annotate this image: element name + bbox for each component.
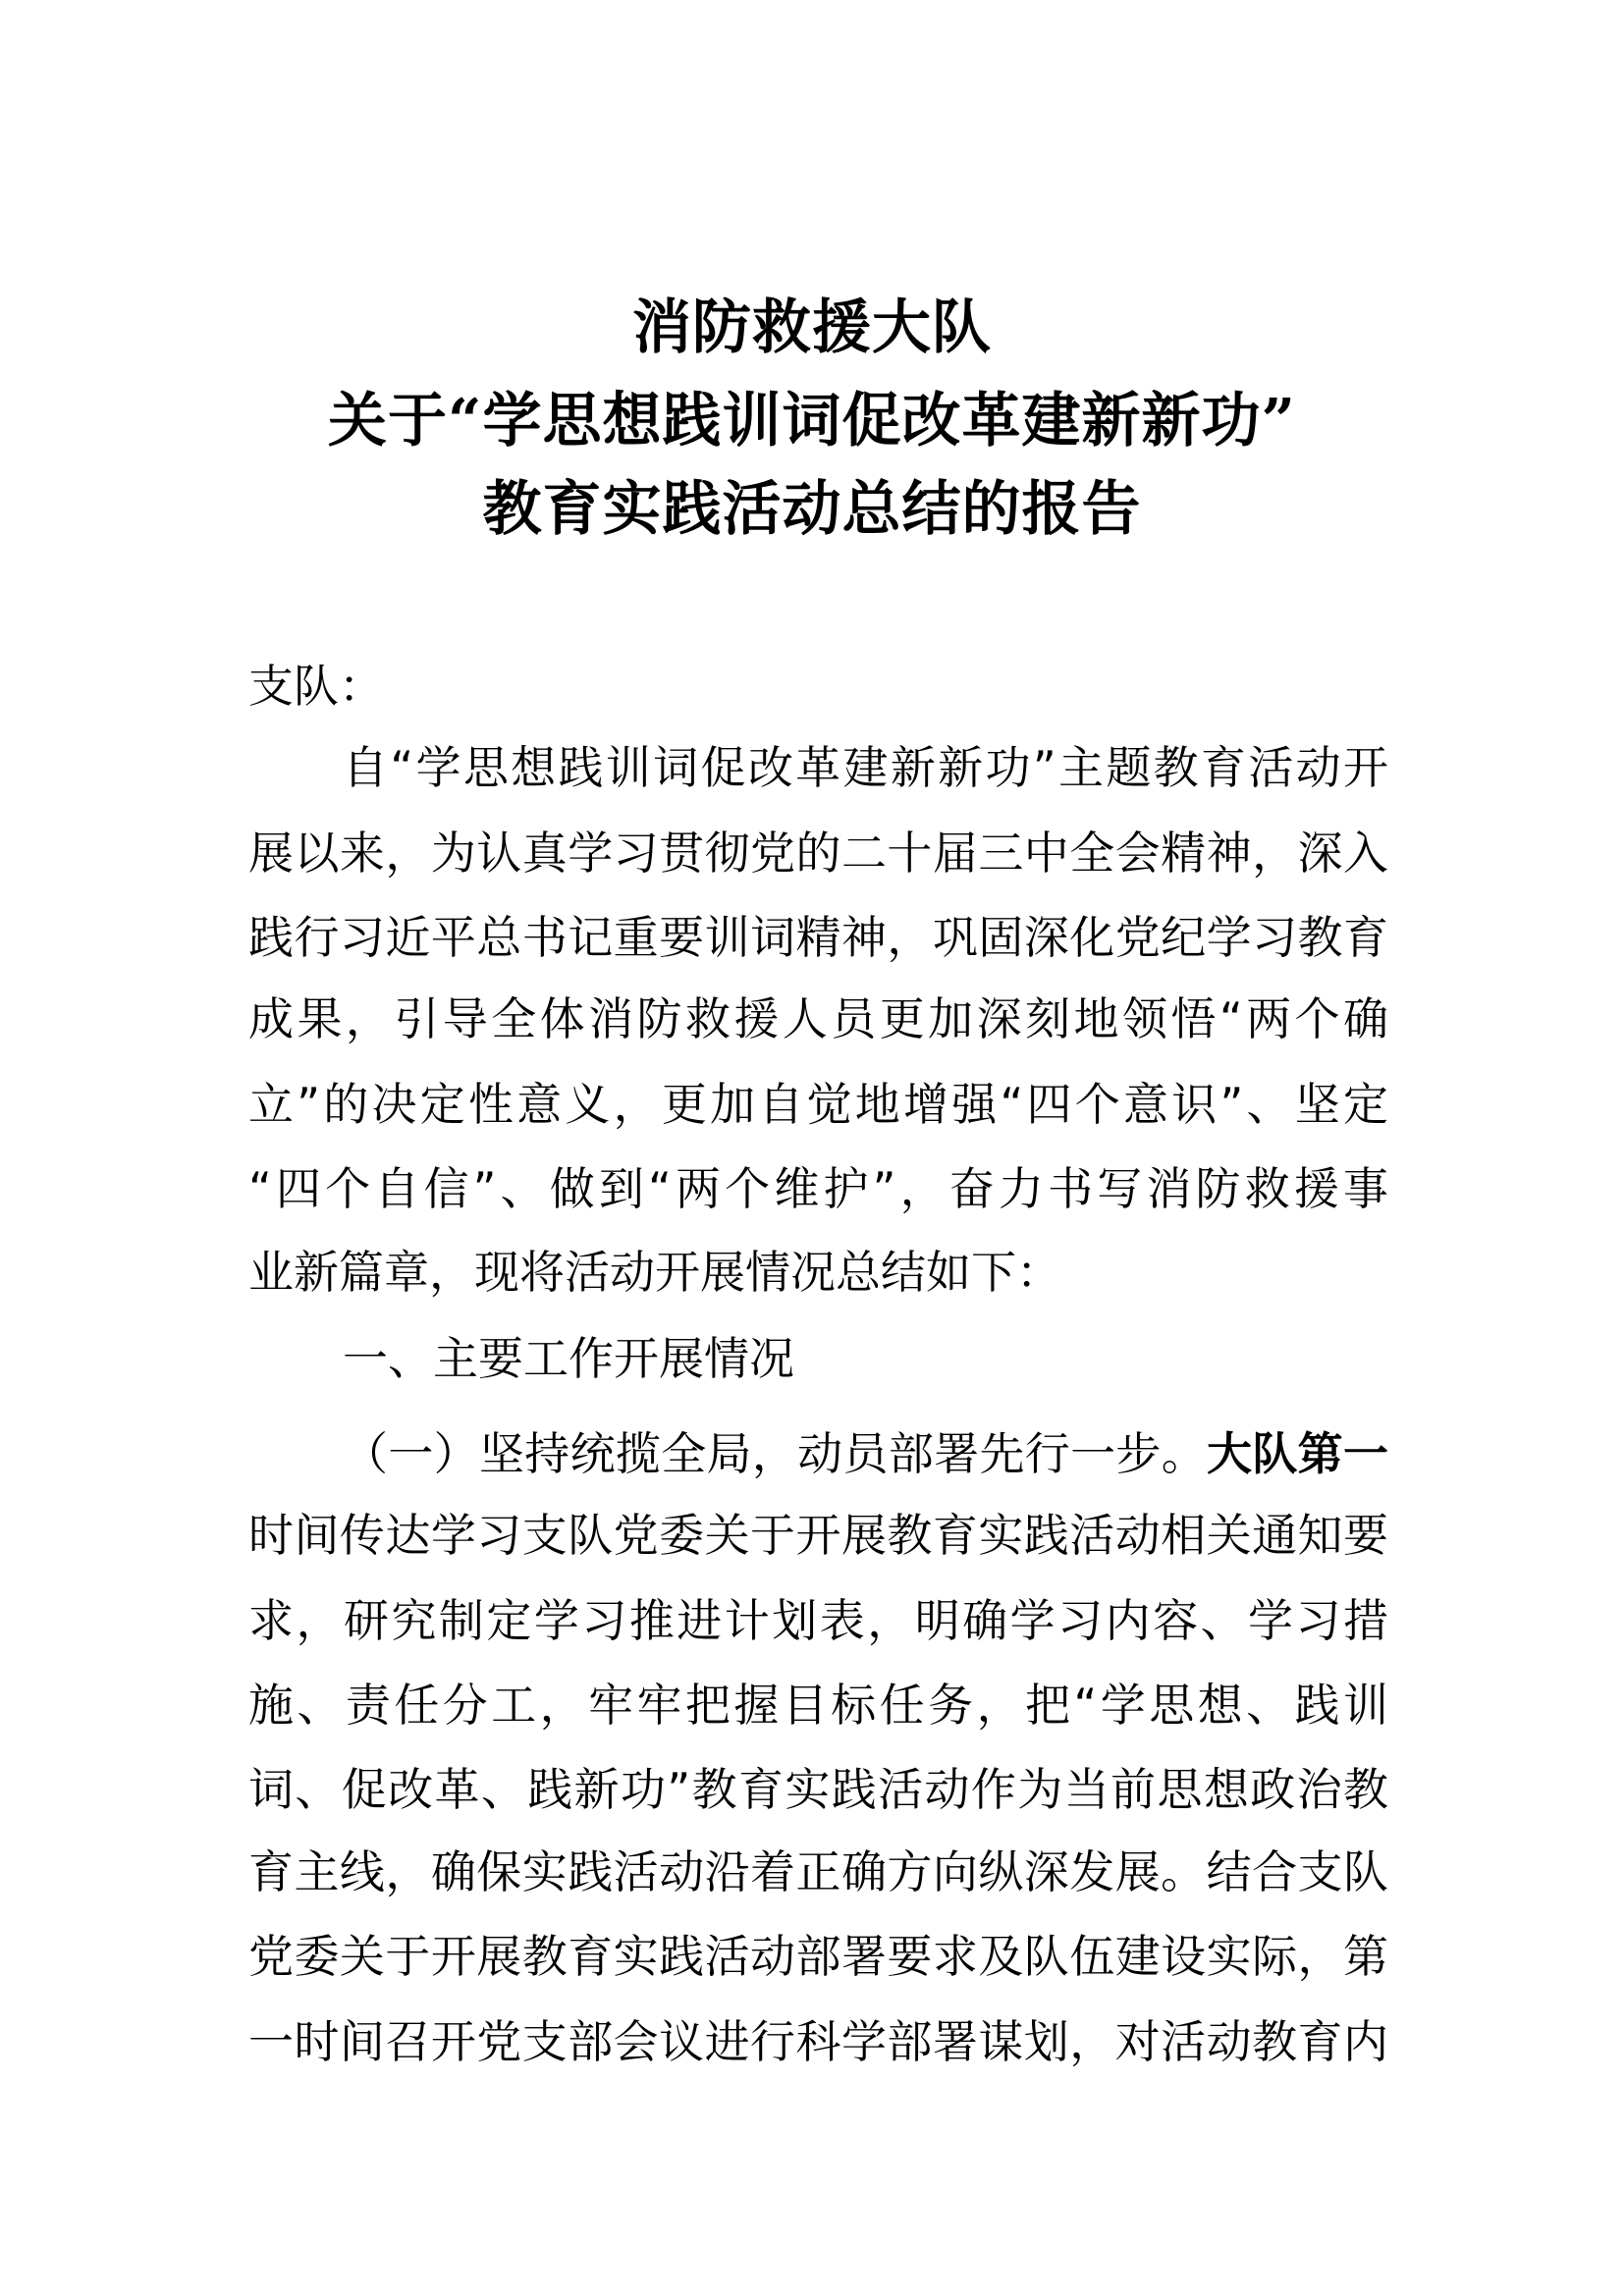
paragraph-line: 施、责任分工，牢牢把握目标任务，把“学思想、践训 — [248, 1679, 1388, 1732]
paragraph-line: 成果，引导全体消防救援人员更加深刻地领悟“两个确 — [248, 992, 1388, 1045]
section-heading: 一、主要工作开展情况 — [343, 1332, 794, 1385]
subsection-heading: （一）坚持统揽全局，动员部署先行一步。 — [343, 1427, 1208, 1480]
paragraph-line: 一时间召开党支部会议进行科学部署谋划，对活动教育内 — [248, 2015, 1388, 2068]
paragraph-line: 展以来，为认真学习贯彻党的二十届三中全会精神，深入 — [248, 827, 1388, 880]
paragraph-line: 践行习近平总书记重要训词精神，巩固深化党纪学习教育 — [248, 911, 1388, 964]
paragraph-line: 党委关于开展教育实践活动部署要求及队伍建设实际，第 — [248, 1930, 1388, 1983]
paragraph-line: “四个自信”、做到“两个维护”，奋力书写消防救援事 — [248, 1162, 1388, 1215]
paragraph-line: 立”的决定性意义，更加自觉地增强“四个意识”、坚定 — [248, 1078, 1388, 1131]
title-line-3: 教育实践活动总结的报告 — [482, 475, 1142, 544]
title-line-1: 消防救援大队 — [632, 294, 992, 362]
subsection-text: 大队第一 — [1207, 1427, 1389, 1480]
paragraph-line: 业新篇章，现将活动开展情况总结如下： — [248, 1246, 1061, 1299]
salutation: 支队： — [248, 660, 384, 713]
paragraph-line: 求，研究制定学习推进计划表，明确学习内容、学习措 — [248, 1594, 1388, 1647]
subsection-heading-line — [343, 1424, 1388, 1483]
paragraph-line: 词、促改革、践新功”教育实践活动作为当前思想政治教 — [248, 1763, 1388, 1816]
title-line-2: 关于“学思想践训词促改革建新新功” — [327, 387, 1297, 455]
paragraph-line: 自“学思想践训词促改革建新新功”主题教育活动开 — [343, 741, 1388, 794]
paragraph-line: 育主线，确保实践活动沿着正确方向纵深发展。结合支队 — [248, 1845, 1388, 1898]
paragraph-line: 时间传达学习支队党委关于开展教育实践活动相关通知要 — [248, 1509, 1388, 1562]
